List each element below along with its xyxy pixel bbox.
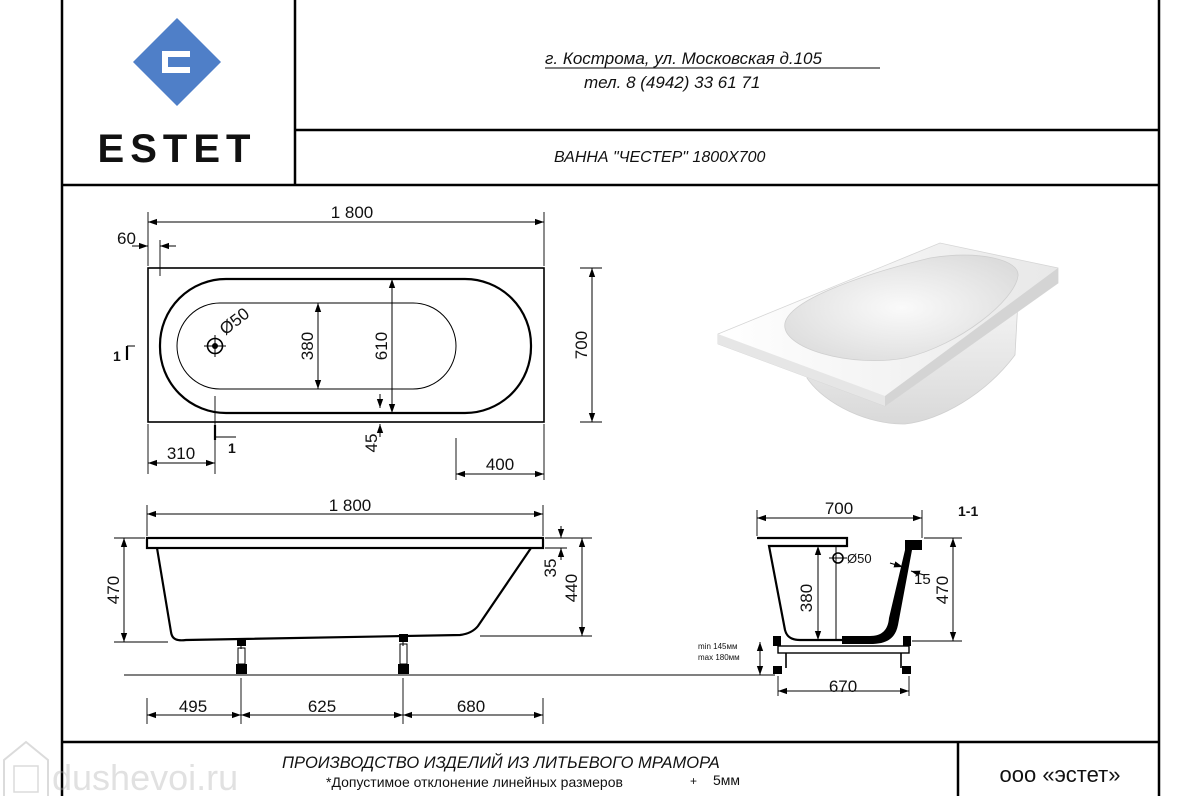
leg-spacing-3-label: 680 xyxy=(456,697,486,716)
tolerance-note: *Допустимое отклонение линейных размеров xyxy=(326,774,623,790)
drain-offset-label: 310 xyxy=(166,444,196,463)
svg-text:1: 1 xyxy=(228,440,236,456)
leg-spacing-1-label: 495 xyxy=(178,697,208,716)
section-drain-icon xyxy=(829,553,847,563)
section-width-label: 700 xyxy=(824,499,854,518)
production-note: ПРОИЗВОДСТВО ИЗДЕЛИЙ ИЗ ЛИТЬЕВОГО МРАМОРА xyxy=(282,754,720,772)
product-title: ВАННА "ЧЕСТЕР" 1800Х700 xyxy=(554,149,766,166)
side-view xyxy=(104,496,775,724)
logo-wordmark: ESTET xyxy=(97,127,257,171)
company-name: ооо «эстет» xyxy=(999,762,1121,787)
section-marker-bottom xyxy=(215,425,236,456)
inner-width-label: 380 xyxy=(298,331,317,361)
house-icon xyxy=(4,742,48,796)
side-length-label: 1 800 xyxy=(328,496,372,515)
section-drain-label: Ø50 xyxy=(847,551,872,566)
watermark xyxy=(4,742,238,796)
frame-width-label: 670 xyxy=(828,677,858,696)
tolerance-sign: + xyxy=(690,774,698,788)
section-view xyxy=(698,499,978,696)
leg-spacing-2-label: 625 xyxy=(307,697,337,716)
rim-thickness-label: 35 xyxy=(541,558,560,578)
total-width-label: 700 xyxy=(572,330,591,360)
address-text: г. Кострома, ул. Московская д.105 xyxy=(545,49,822,68)
section-marker-left xyxy=(113,346,135,364)
section-height-label: 470 xyxy=(933,575,952,605)
drain-hole-icon xyxy=(204,335,226,357)
drain-diameter-label: Ø50 xyxy=(216,304,254,339)
inner-height-label: 440 xyxy=(562,573,581,603)
side-height-label: 470 xyxy=(104,575,123,605)
end-offset-label: 400 xyxy=(485,455,515,474)
top-view xyxy=(113,203,602,480)
rim-offset-label: 60 xyxy=(117,229,136,248)
svg-text:1: 1 xyxy=(113,348,121,364)
logo-emblem-icon xyxy=(133,18,221,106)
top-length-label: 1 800 xyxy=(330,203,374,222)
wall-thickness-label: 15 xyxy=(914,571,931,588)
bowl-width-label: 610 xyxy=(372,331,391,361)
product-photo xyxy=(718,243,1058,424)
leg-max-label: max 180мм xyxy=(698,653,740,662)
svg-text:dushevoi.ru: dushevoi.ru xyxy=(52,757,239,796)
leg-left xyxy=(236,638,247,674)
estet-logo xyxy=(98,18,257,171)
phone-text: тел. 8 (4942) 33 61 71 xyxy=(584,73,761,92)
section-depth-label: 380 xyxy=(797,583,816,613)
section-label: 1-1 xyxy=(958,503,979,519)
leg-min-label: min 145мм xyxy=(698,642,738,651)
tolerance-value: 5мм xyxy=(713,772,741,788)
edge-offset-label: 45 xyxy=(362,433,381,453)
leg-right xyxy=(398,634,409,674)
title-block-frame xyxy=(62,0,1159,796)
